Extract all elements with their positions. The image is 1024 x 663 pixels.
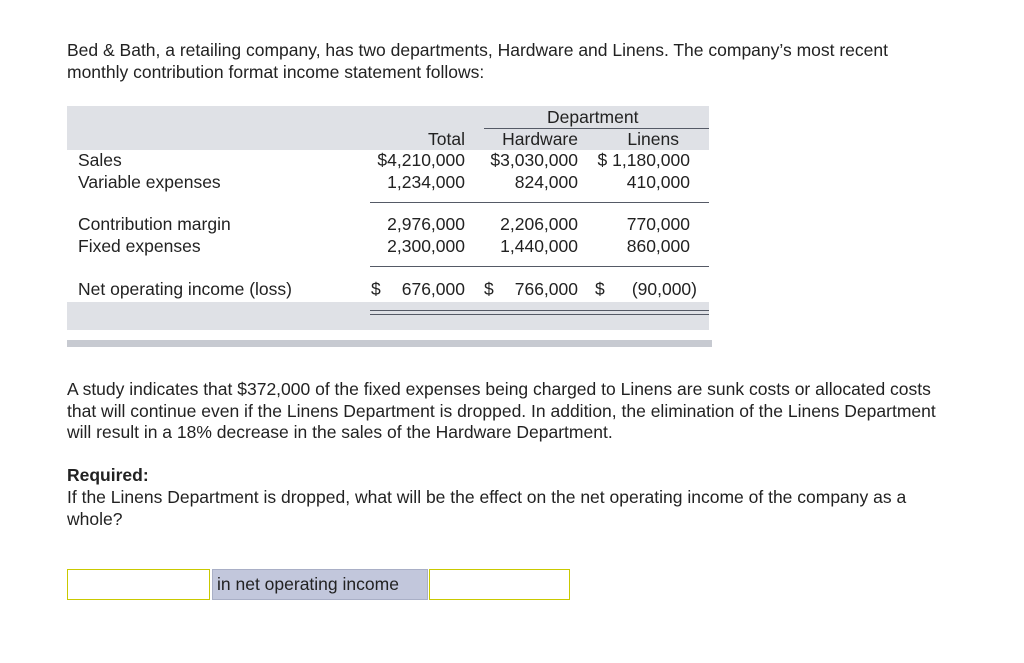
answer-label: in net operating income bbox=[212, 569, 428, 600]
variable-linens: 410,000 bbox=[626, 172, 690, 192]
column-total: Total bbox=[428, 129, 465, 149]
noi-hardware-dollar-sign: $ bbox=[484, 279, 494, 299]
noi-linens-dollar-sign: $ bbox=[595, 279, 605, 299]
table-bottom-bar bbox=[67, 340, 712, 347]
fixed-linens: 860,000 bbox=[626, 236, 690, 256]
noi-total: 676,000 bbox=[401, 279, 465, 299]
cm-total: 2,976,000 bbox=[387, 214, 465, 234]
row-label-net-operating-income: Net operating income (loss) bbox=[78, 279, 292, 299]
study-paragraph: A study indicates that $372,000 of the fixed expenses being charged to Linens are sunk costs or allocated costs that will continue even if the Linens Department is dropped. In addition, the elimination of the Linens Department will result in a 18% decrease in the sales of the Hardware Department. bbox=[67, 379, 936, 442]
row-label-fixed-expenses: Fixed expenses bbox=[78, 236, 201, 256]
effect-direction-input[interactable] bbox=[67, 569, 210, 600]
required-heading: Required: bbox=[67, 465, 149, 485]
variable-hardware: 824,000 bbox=[514, 172, 578, 192]
noi-hardware: 766,000 bbox=[514, 279, 578, 299]
row-label-contribution-margin: Contribution margin bbox=[78, 214, 231, 234]
intro-paragraph: Bed & Bath, a retailing company, has two departments, Hardware and Linens. The company’s most recent monthly contribution format income statement follows: bbox=[67, 40, 888, 82]
variable-total: 1,234,000 bbox=[387, 172, 465, 192]
sales-total: $4,210,000 bbox=[377, 150, 465, 170]
sales-linens: $ 1,180,000 bbox=[597, 150, 690, 170]
column-linens: Linens bbox=[627, 129, 679, 149]
table-footer-band bbox=[67, 302, 709, 330]
double-rule-bottom bbox=[370, 314, 709, 315]
row-label-variable-expenses: Variable expenses bbox=[78, 172, 221, 192]
effect-amount-input[interactable] bbox=[429, 569, 570, 600]
cm-hardware: 2,206,000 bbox=[500, 214, 578, 234]
total-rule bbox=[370, 266, 709, 267]
subtotal-rule bbox=[370, 202, 709, 203]
fixed-hardware: 1,440,000 bbox=[500, 236, 578, 256]
department-header: Department bbox=[547, 107, 639, 127]
sales-hardware: $3,030,000 bbox=[490, 150, 578, 170]
row-label-sales: Sales bbox=[78, 150, 122, 170]
column-hardware: Hardware bbox=[502, 129, 578, 149]
required-question: If the Linens Department is dropped, what will be the effect on the net operating income of the company as a whole? bbox=[67, 487, 907, 529]
cm-linens: 770,000 bbox=[626, 214, 690, 234]
noi-linens: (90,000) bbox=[631, 279, 697, 299]
fixed-total: 2,300,000 bbox=[387, 236, 465, 256]
double-rule-top bbox=[370, 310, 709, 311]
noi-total-dollar-sign: $ bbox=[371, 279, 381, 299]
